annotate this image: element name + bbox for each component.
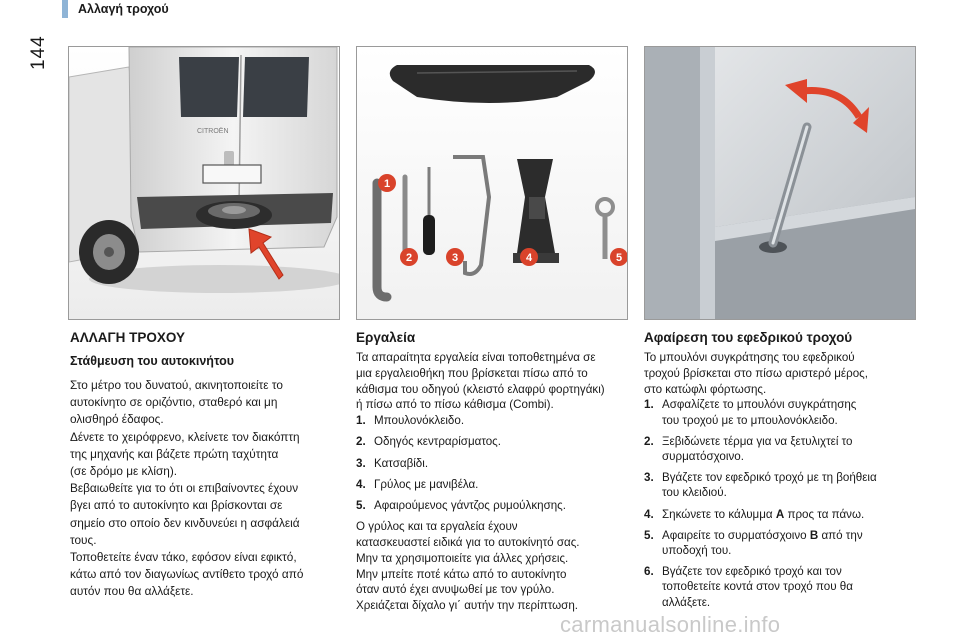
text-line: αυτοκίνητο σε οριζόντιο, σταθερό και μη: [70, 395, 278, 410]
text-line: Χρειάζεται δίχαλο γι΄ αυτήν την περίπτωση.: [356, 599, 578, 613]
subheading-parking: Στάθμευση του αυτοκινήτου: [70, 354, 235, 368]
list-number: 2.: [644, 434, 654, 448]
text-line: Δένετε το χειρόφρενο, κλείνετε τον διακόπτη: [70, 429, 300, 444]
text-line: [662, 528, 924, 543]
list-number: 5.: [644, 528, 654, 542]
tools-warning: [356, 519, 632, 614]
tool-badge-2-label: 2: [405, 252, 413, 264]
text-line: αυτόν που θα αλλάξετε.: [70, 584, 194, 599]
section-heading-spare-removal: Αφαίρεση του εφεδρικού τροχού: [644, 330, 853, 345]
van-rear-spare-wheel-image: [68, 46, 340, 320]
list-item: [644, 564, 924, 610]
tool-badge-3: [446, 248, 464, 266]
page-number: 144: [28, 35, 49, 70]
list-number: 6.: [644, 565, 654, 579]
text-line: κάτω από τον διαγωνίως αντίθετο τροχό από: [70, 567, 304, 582]
list-number: 5.: [356, 499, 366, 512]
list-text: Γρύλος με μανιβέλα.: [374, 477, 479, 491]
text-line: της μηχανής και βάζετε πρώτη ταχύτητα: [70, 446, 279, 461]
tool-badge-2: [400, 248, 418, 266]
column-parking: [70, 330, 342, 601]
tool-badge-1: [378, 174, 396, 192]
list-item: [644, 507, 924, 522]
text-line: του κλειδιού.: [662, 486, 727, 500]
text-fragment: Αφαιρείτε το συρματόσχοινο: [662, 528, 810, 542]
list-item: [356, 434, 632, 449]
text-line: στο κατώφλι φόρτωσης.: [644, 382, 767, 396]
spare-wheel-bolt-image: [644, 46, 916, 320]
list-text: Αφαιρούμενος γάντζος ρυμούλκησης.: [374, 499, 566, 512]
text-line: Ξεβιδώνετε τέρμα για να ξετυλιχτεί το: [662, 434, 853, 448]
list-item: [644, 397, 924, 427]
list-number: 1.: [356, 414, 366, 428]
text-line: τους.: [70, 532, 97, 547]
text-line: (σε δρόμο με κλίση).: [70, 464, 178, 479]
text-line: Τοποθετείτε έναν τάκο, εφόσον είναι εφικτό,: [70, 550, 297, 565]
list-item: [644, 470, 924, 500]
text-fragment: προς τα πάνω.: [784, 507, 865, 521]
section-heading-wheel-change: ΑΛΛΑΓΗ ΤΡΟΧΟΥ: [70, 330, 186, 345]
list-number: 1.: [644, 398, 654, 412]
tools-list: [356, 413, 632, 513]
page-header-title: Αλλαγή τροχού: [78, 2, 169, 16]
text-line: υποδοχή του.: [662, 544, 732, 558]
list-item: [644, 528, 924, 558]
text-line: Ο γρύλος και τα εργαλεία έχουν: [356, 520, 518, 534]
text-line: τροχού βρίσκεται στο πίσω αριστερό μέρος,: [644, 366, 868, 380]
list-text: Οδηγός κεντραρίσματος.: [374, 435, 501, 449]
text-line: Τα απαραίτητα εργαλεία είναι τοποθετημένα σε: [356, 351, 596, 364]
header-accent-bar: [62, 0, 68, 18]
spare-removal-intro: [644, 350, 924, 397]
text-line: σημείο στο οποίο δεν κινδυνεύει η ασφάλειά: [70, 515, 300, 530]
text-line: Βεβαιωθείτε για το ότι οι επιβαίνοντες έχουν: [70, 481, 299, 496]
text-line: μια εργαλειοθήκη που βρίσκεται πίσω από το: [356, 366, 588, 380]
list-item: [356, 498, 632, 513]
tool-badge-1-label: 1: [383, 178, 391, 190]
text-line: αλλάξετε.: [662, 595, 711, 609]
text-line: ή πίσω από το πίσω κάθισμα (Combi).: [356, 398, 554, 412]
text-line: Ασφαλίζετε το μπουλόνι συγκράτησης: [662, 398, 857, 412]
tool-badge-3-label: 3: [451, 252, 459, 264]
list-item: [644, 434, 924, 464]
parking-paragraph: [70, 377, 342, 601]
label-a: A: [775, 507, 785, 521]
text-line: ολισθηρό έδαφος.: [70, 412, 164, 427]
text-line: Βγάζετε τον εφεδρικό τροχό με τη βοήθεια: [662, 471, 877, 485]
tool-badge-5-label: 5: [615, 252, 623, 264]
tool-badge-4: [520, 248, 538, 266]
text-line: του τροχού με το μπουλονόκλειδο.: [662, 413, 838, 427]
column-tools: [356, 330, 632, 614]
van-brand-badge: CITROËN: [197, 128, 229, 135]
text-line: κατασκευαστεί ειδικά για το αυτοκίνητό σας.: [356, 536, 580, 549]
text-line: Βγάζετε τον εφεδρικό τροχό και τον: [662, 565, 842, 579]
text-line: όταν αυτό έχει ανυψωθεί με τον γρύλο.: [356, 583, 555, 597]
section-heading-tools: Εργαλεία: [356, 330, 416, 345]
list-number: 4.: [644, 507, 654, 521]
text-line: Μην τα χρησιμοποιείτε για άλλες χρήσεις.: [356, 551, 569, 565]
text-fragment: Σηκώνετε το κάλυμμα: [662, 507, 776, 521]
list-text: Κατσαβίδι.: [374, 456, 429, 470]
label-b: B: [809, 528, 819, 542]
list-number: 3.: [644, 471, 654, 485]
text-line: βγει από το αυτοκίνητο και βρίσκονται σε: [70, 498, 283, 513]
column-spare-removal: [644, 330, 924, 616]
text-line: Στο μέτρο του δυνατού, ακινητοποιείτε το: [70, 378, 283, 392]
tool-badge-4-label: 4: [525, 252, 533, 264]
text-line: τοποθετείτε κοντά στον τροχό που θα: [662, 580, 853, 594]
text-line: [662, 507, 924, 522]
text-line: Μην μπείτε ποτέ κάτω από το αυτοκίνητο: [356, 567, 567, 581]
list-item: [356, 413, 632, 428]
watermark-text: carmanualsonline.info: [560, 612, 781, 637]
text-line: συρματόσχοινο.: [662, 450, 744, 463]
list-number: 2.: [356, 435, 366, 449]
spare-removal-steps: [644, 397, 924, 609]
list-item: [356, 477, 632, 492]
text-line: κάθισμα του οδηγού (κλειστό ελαφρύ φορτηγάκι): [356, 382, 605, 396]
text-fragment: από την: [818, 528, 863, 542]
tools-kit-image: [356, 46, 628, 320]
text-line: Το μπουλόνι συγκράτησης του εφεδρικού: [644, 351, 855, 364]
list-number: 3.: [356, 456, 366, 470]
list-number: 4.: [356, 477, 366, 491]
list-text: Μπουλονόκλειδο.: [374, 414, 465, 428]
tools-intro: [356, 350, 632, 413]
list-item: [356, 456, 632, 471]
